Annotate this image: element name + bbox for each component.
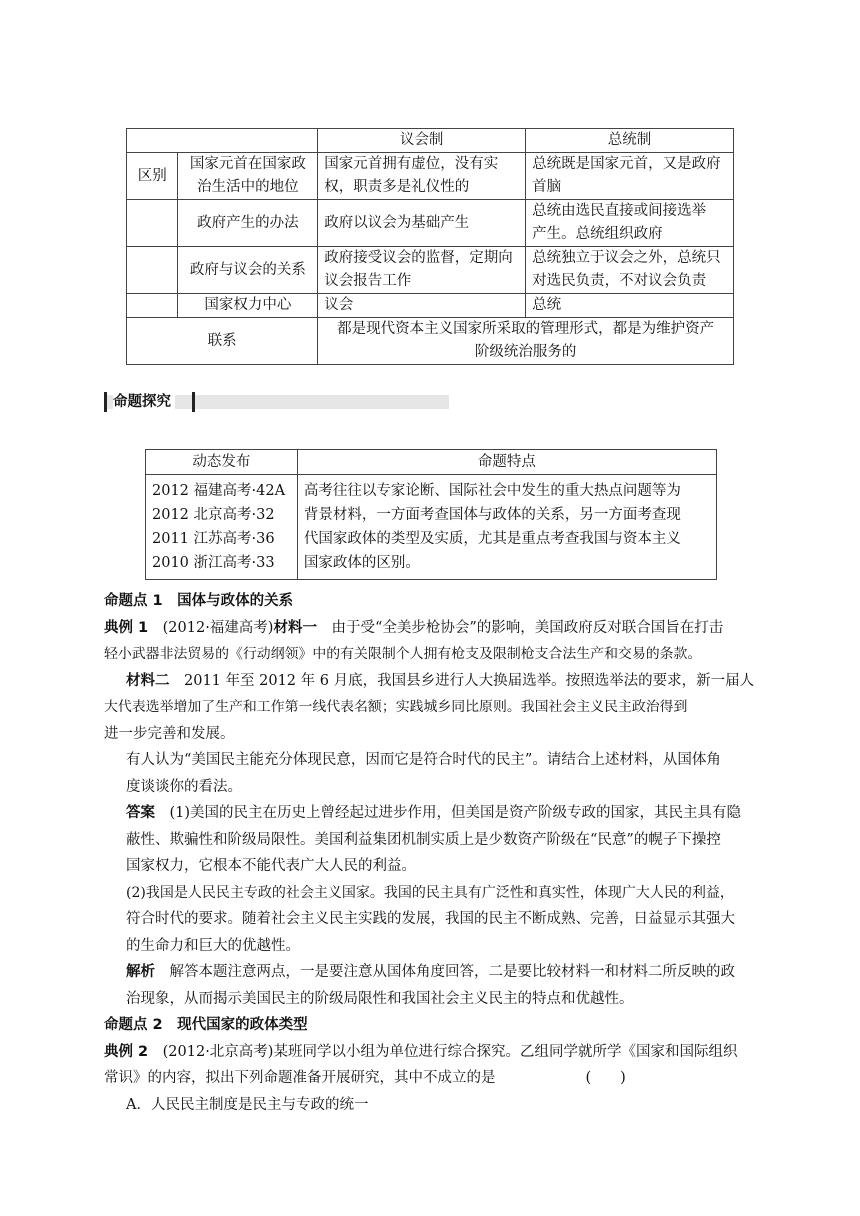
answer-label: 答案 [126,805,155,821]
link-label: 联系 [127,318,318,365]
row-parliamentary: 政府接受议会的监督，定期向 议会报告工作 [318,247,526,294]
answer-bracket: ( ) [585,1070,626,1086]
answer-text: 国家权力，它根本不能代表广大人民的利益。 [126,858,416,874]
answer-text: 的生命力和巨大的优越性。 [126,937,300,954]
topic-point-1: 命题点 1 国体与政体的关系 [104,593,294,609]
example-2-label: 典例 2 [104,1043,149,1060]
empty-cell [127,294,178,318]
material-1-label: 材料一 [273,619,317,636]
option-a: A．人民民主制度是民主与专政的统一 [126,1096,369,1113]
section-title: 命题探究 [113,392,175,412]
row-presidential: 总统既是国家元首，又是政府 首脑 [526,153,734,200]
topic-point-2: 命题点 2 现代国家的政体类型 [104,1017,308,1033]
row-item: 政府产生的办法 [178,200,318,247]
row-item: 国家元首在国家政 治生活中的地位 [178,153,318,200]
material-2-text: 进一步完善和发展。 [104,725,235,742]
analysis-line: 解析 解答本题注意两点，一是要注意从国体角度回答，二是要比较材料一和材料二所反映的政 [126,964,735,980]
comparison-table [126,128,734,365]
link-text: 都是现代资本主义国家所采取的管理形式，都是为维护资产 阶级统治服务的 [318,318,734,365]
material-2-label: 材料二 [126,672,170,689]
material-2-text: 大代表选举增加了生产和工作第一线代表名额；实践城乡同比原则。我国社会主义民主政治得到 [104,699,688,715]
example-1-line: 典例 1 (2012·福建高考)材料一 由于受“全美步枪协会”的影响，美国政府反对联合国旨在打击 [104,619,724,636]
material-1-text: 轻小武器非法贸易的《行动纲领》中的有关限制个人拥有枪支及限制枪支合法生产和交易的条款。 [104,646,702,662]
section-heading [104,392,449,412]
row-item: 国家权力中心 [178,294,318,318]
header-empty-cell [127,129,318,153]
body-text [104,588,764,1118]
answer-line: 答案 (1)美国的民主在历史上曾经起过进步作用，但美国是资产阶级专政的国家，其民主具有隐 [126,805,742,821]
info-sources: 2012 福建高考·42A 2012 北京高考·32 2011 江苏高考·36 2010 浙江高考·33 [146,475,298,580]
row-parliamentary: 国家元首拥有虚位，没有实 权，职责多是礼仪性的 [318,153,526,200]
material-2-line: 材料二 2011 年至 2012 年 6 月底，我国县乡进行人大换届选举。按照选举法的要求，新一届人 [126,672,755,689]
example-2-text: 常识》的内容，拟出下列命题准备开展研究，其中不成立的是 ( ) [104,1070,626,1086]
group-label: 区别 [127,153,178,200]
row-parliamentary: 政府以议会为基础产生 [318,200,526,247]
header-parliamentary: 议会制 [318,129,526,153]
question-text: 度谈谈你的看法。 [126,778,242,795]
analysis-label: 解析 [126,964,155,980]
empty-cell [127,200,178,247]
info-header-right: 命题特点 [297,450,716,475]
row-item: 政府与议会的关系 [178,247,318,294]
row-parliamentary: 议会 [318,294,526,318]
example-2-line: 典例 2 (2012·北京高考)某班同学以小组为单位进行综合探究。乙组同学就所学《国家和国际组织 [104,1043,738,1060]
example-1-label: 典例 1 [104,619,149,636]
info-features: 高考往往以专家论断、国际社会中发生的重大热点问题等为 背景材料，一方面考查国体与政体的关系，另一方面考查现 代国家政体的类型及实质，尤其是重点考查我国与资本主义 国家政体的区别。 [297,475,716,580]
row-presidential: 总统由选民直接或间接选举 产生。总统组织政府 [526,200,734,247]
row-presidential: 总统独立于议会之外，总统只 对选民负责，不对议会负责 [526,247,734,294]
answer-text: 符合时代的要求。随着社会主义民主实践的发展，我国的民主不断成熟、完善，日益显示其强大 [126,911,735,927]
info-table [145,449,717,580]
question-text: 有人认为“美国民主能充分体现民意，因而它是符合时代的民主”。请结合上述材料，从国体角 [126,752,721,768]
analysis-text: 治现象，从而揭示美国民主的阶级局限性和我国社会主义民主的特点和优越性。 [126,990,634,1007]
info-header-left: 动态发布 [146,450,298,475]
answer-text: (2)我国是人民民主专政的社会主义国家。我国的民主具有广泛性和真实性，体现广大人民的利益， [126,884,734,901]
answer-text: 蔽性、欺骗性和阶级局限性。美国利益集团机制实质上是少数资产阶级在“民意”的幌子下操控 [126,831,721,848]
header-presidential: 总统制 [526,129,734,153]
empty-cell [127,247,178,294]
row-presidential: 总统 [526,294,734,318]
